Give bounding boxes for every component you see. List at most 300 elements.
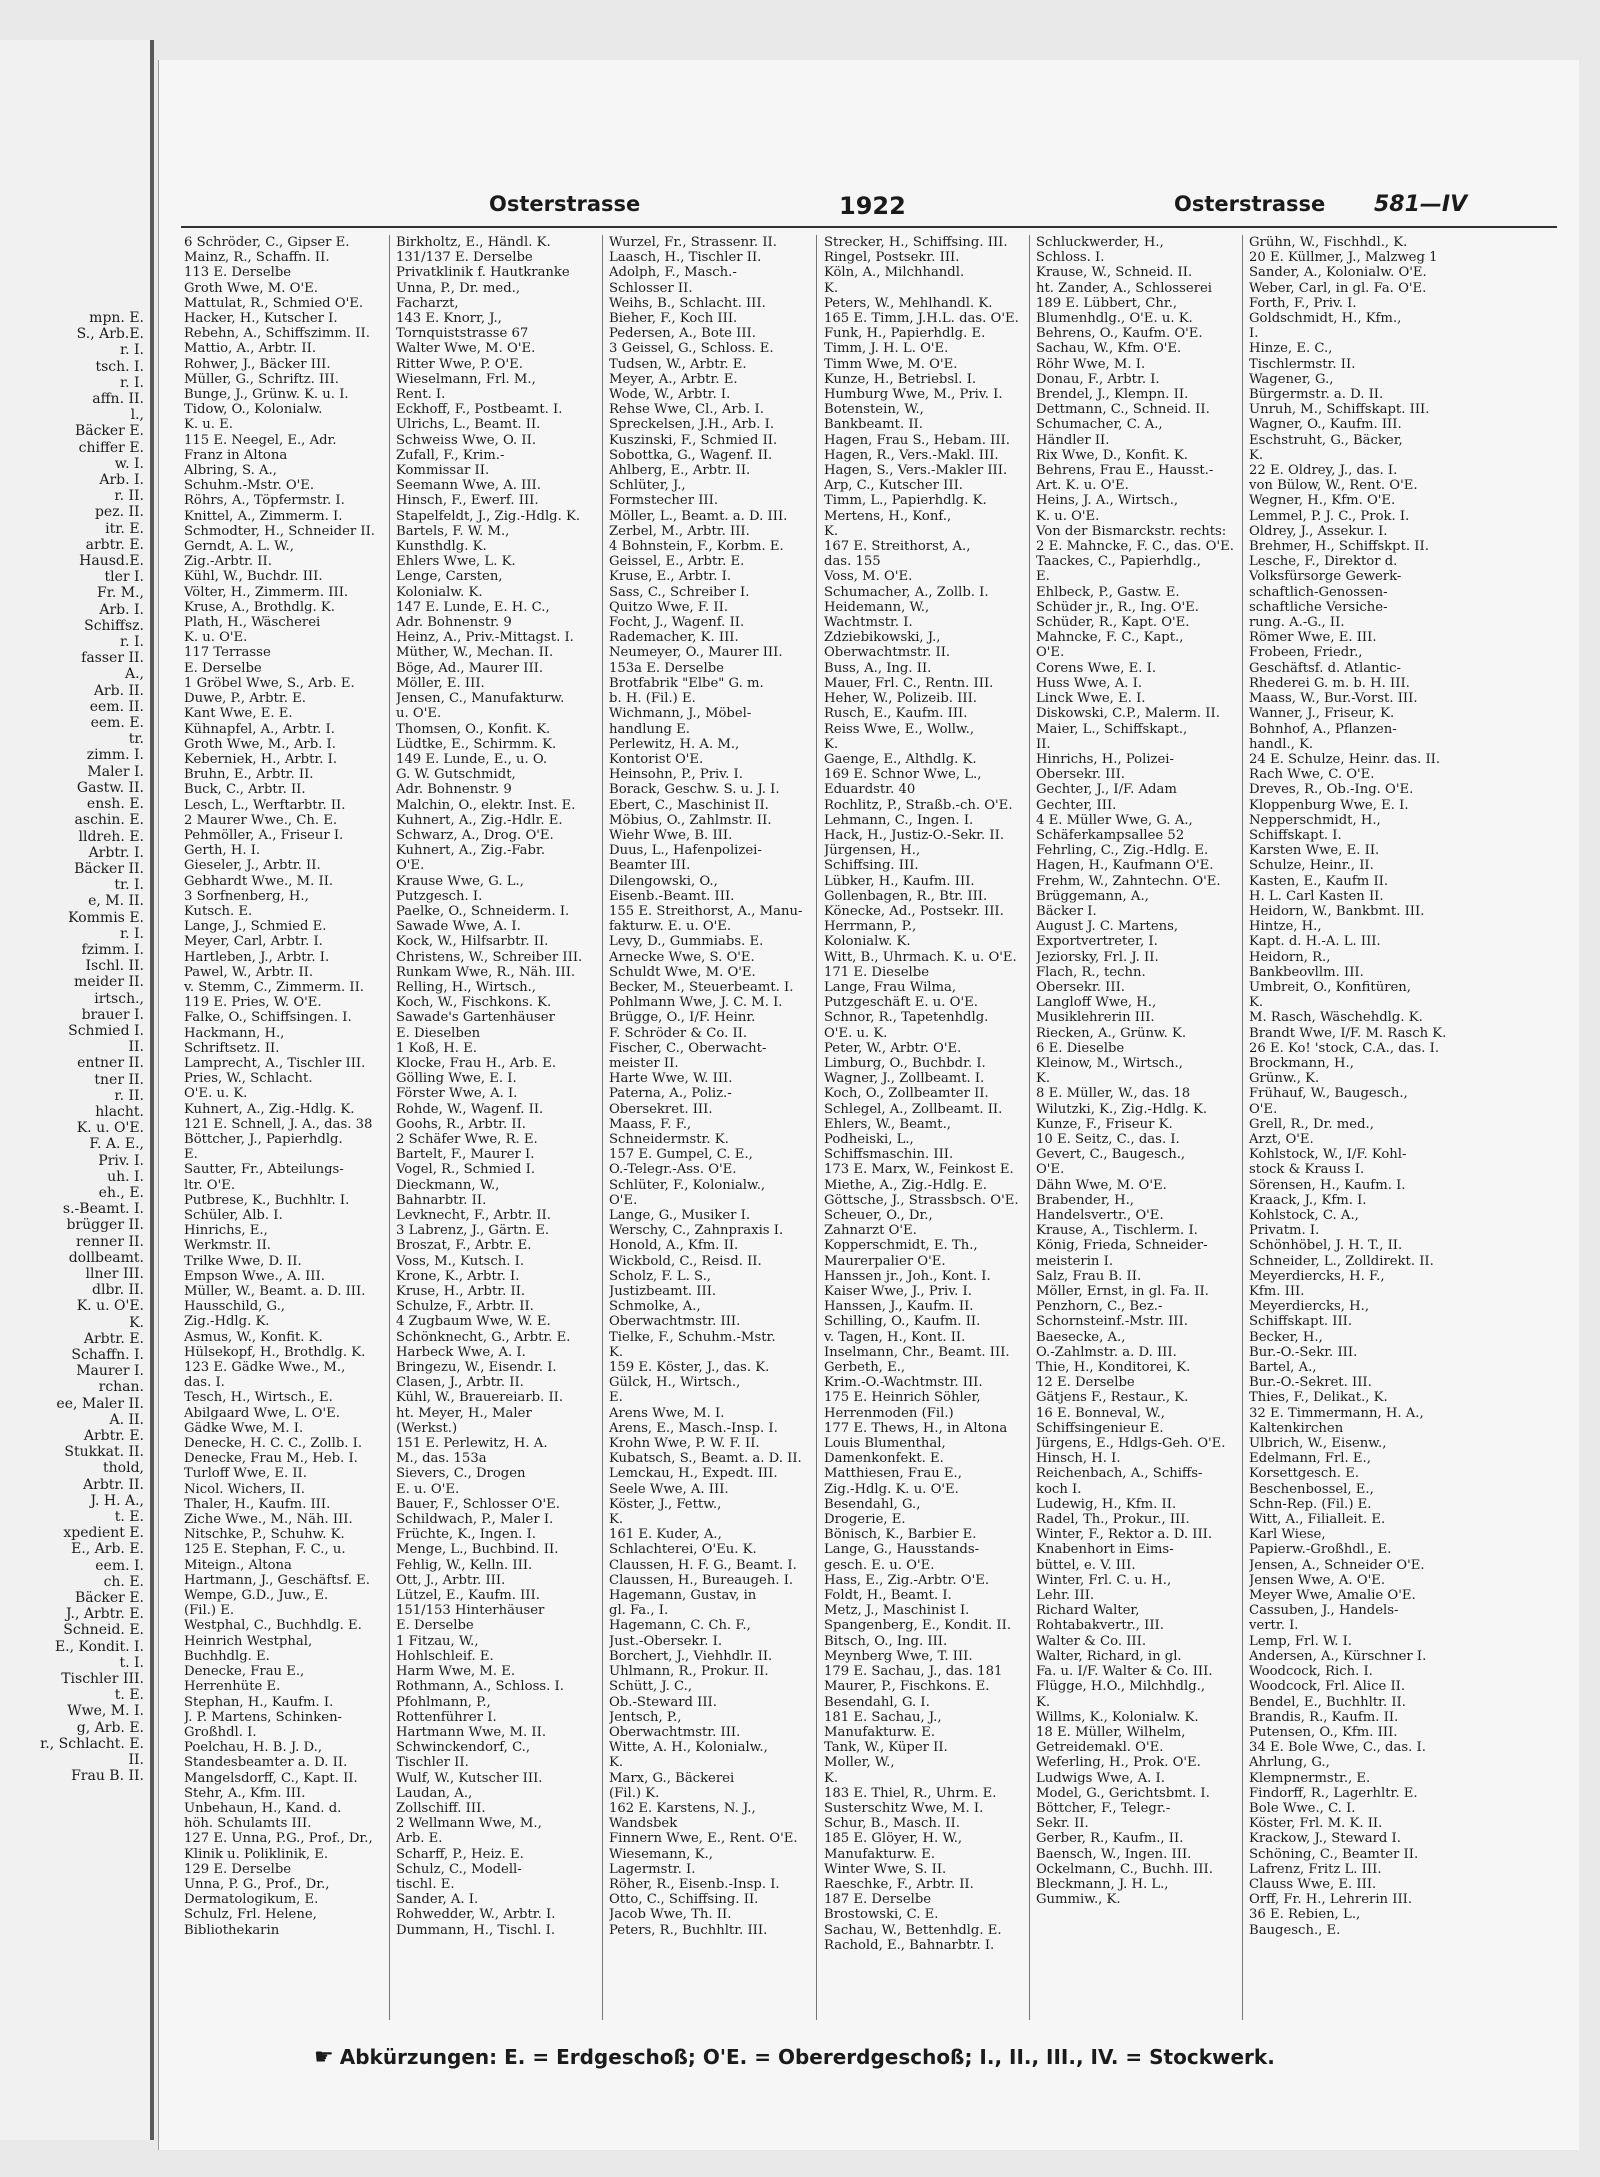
directory-entry: Tesch, H., Wirtsch., E. [184, 1390, 333, 1406]
directory-entry: Weber, Carl, in gl. Fa. O'E. [1249, 280, 1427, 296]
directory-entry: Dummann, H., Tischl. I. [396, 1922, 556, 1938]
directory-entry: Langloff Wwe, H., [1036, 995, 1157, 1011]
directory-entry: Weferling, H., Prok. O'E. [1036, 1755, 1201, 1771]
directory-entry: Goldschmidt, H., Kfm., [1249, 311, 1402, 327]
directory-entry: Hartmann Wwe, M. II. [396, 1724, 547, 1740]
left-page-fragment: ensh. E. [86, 796, 144, 813]
street-header-right: Osterstrasse [1174, 192, 1326, 216]
directory-entry: Mattulat, R., Schmied O'E. [184, 295, 364, 311]
directory-entry: Rothmann, A., Schloss. I. [396, 1679, 564, 1695]
directory-entry: Gevert, C., Baugesch., [1036, 1147, 1186, 1163]
directory-entry: Köster, J., Fettw., [609, 1496, 722, 1512]
directory-entry: Denecke, Frau E., [184, 1664, 305, 1680]
directory-entry: Nepperschmidt, H., [1249, 812, 1381, 828]
directory-entry: Becker, H., [1249, 1329, 1323, 1345]
directory-entry: Foldt, H., Beamt. I. [824, 1588, 952, 1604]
directory-entry: Schn-Rep. (Fil.) E. [1249, 1496, 1372, 1512]
directory-entry: I. [1249, 326, 1259, 342]
directory-entry: Harm Wwe, M. E. [396, 1664, 516, 1680]
directory-entry: Turloff Wwe, E. II. [184, 1466, 307, 1482]
directory-entry: Köster, Frl. M. K. II. [1249, 1816, 1383, 1832]
abbreviations-footer [314, 2045, 1554, 2070]
directory-entry: O'E. u. K. [824, 1025, 888, 1041]
column-2 [396, 235, 596, 1938]
directory-entry: Pfohlmann, P., [396, 1694, 491, 1710]
directory-entry: Hartleben, J., Arbtr. I. [184, 949, 330, 965]
directory-entry: Baesecke, A., [1036, 1329, 1126, 1345]
directory-entry: Hagemann, Gustav, in [609, 1588, 757, 1604]
directory-entry: Woodcock, Rich. I. [1249, 1664, 1373, 1680]
directory-entry: Hanssen jr., Joh., Kont. I. [824, 1268, 991, 1284]
directory-entry: Stapelfeldt, J., Zig.-Hdlg. K. [396, 508, 581, 524]
directory-entry: Oberwachtmstr. III. [609, 1314, 741, 1330]
directory-entry: E. [1036, 569, 1050, 585]
directory-entry: Willms, K., Kolonialw. K. [1036, 1709, 1199, 1725]
directory-entry: Kruse, H., Arbtr. II. [396, 1284, 526, 1300]
directory-entry: Lange, G., Hausstands- [824, 1542, 980, 1558]
directory-entry: meister II. [609, 1055, 679, 1071]
directory-entry: Tornquiststrasse 67 [396, 326, 529, 342]
directory-entry: H. L. Carl Kasten II. [1249, 888, 1384, 904]
directory-entry: Maass, W., Bur.-Vorst. III. [1249, 691, 1418, 707]
column-divider [1029, 235, 1030, 2020]
directory-entry: Wagener, G., [1249, 371, 1334, 387]
directory-entry: Uhlmann, R., Prokur. II. [609, 1664, 769, 1680]
left-page-fragment: Bäcker II. [74, 860, 144, 877]
directory-entry: Früchte, K., Ingen. I. [396, 1527, 536, 1543]
directory-entry: Pehmöller, A., Friseur I. [184, 827, 344, 843]
directory-entry: Pawel, W., Arbtr. II. [184, 964, 314, 980]
directory-entry: Sander, A. I. [396, 1892, 479, 1908]
directory-entry: 16 E. Bonneval, W., [1036, 1405, 1165, 1421]
directory-entry: Witt, B., Uhrmach. K. u. O'E. [824, 949, 1017, 965]
directory-entry: Woodcock, Frl. Alice II. [1249, 1679, 1406, 1695]
directory-entry: Kubatsch, S., Beamt. a. D. II. [609, 1451, 802, 1467]
directory-entry: Hülsekopf, H., Brothdlg. K. [184, 1344, 366, 1360]
left-page-fragment: Arb. I. [99, 601, 144, 618]
directory-entry: Stephan, H., Kaufm. I. [184, 1694, 334, 1710]
directory-entry: 22 E. Oldrey, J., das. I. [1249, 463, 1398, 479]
directory-entry: Schriftsetz. II. [184, 1040, 280, 1056]
directory-entry: 183 E. Thiel, R., Uhrm. E. [824, 1785, 997, 1801]
directory-entry: Lange, Frau Wilma, [824, 979, 957, 995]
directory-entry: Broszat, F., Arbtr. E. [396, 1238, 532, 1254]
directory-entry: Stehr, A., Kfm. III. [184, 1785, 306, 1801]
left-page-fragment: A. II. [109, 1411, 144, 1428]
directory-entry: Maass, F. F., [609, 1116, 692, 1132]
directory-entry: E. Derselbe [184, 660, 262, 676]
directory-entry: Lagermstr. I. [609, 1861, 696, 1877]
directory-entry: Dilengowski, O., [609, 873, 718, 889]
directory-entry: Maurerpalier O'E. [824, 1253, 946, 1269]
directory-entry: Christens, W., Schreiber III. [396, 949, 583, 965]
directory-entry: Adolph, F., Masch.- [609, 265, 737, 281]
directory-entry: 187 E. Derselbe [824, 1892, 932, 1908]
directory-entry: 151 E. Perlewitz, H. A. [396, 1436, 548, 1452]
directory-entry: Kraack, J., Kfm. I. [1249, 1192, 1367, 1208]
directory-entry: 153a E. Derselbe [609, 660, 724, 676]
directory-entry: Brügge, O., I/F. Heinr. [609, 1010, 756, 1026]
left-page-fragment: Wwe, M. I. [67, 1703, 144, 1720]
directory-entry: Clasen, J., Arbtr. II. [396, 1375, 524, 1391]
directory-entry: Otto, C., Schiffsing. II. [609, 1892, 759, 1908]
directory-entry: v. Tagen, H., Kont. II. [824, 1329, 966, 1345]
directory-entry: Meyerdiercks, H. F., [1249, 1268, 1385, 1284]
directory-entry: Buss, A., Ing. II. [824, 660, 932, 676]
directory-entry: Rent. I. [396, 387, 446, 403]
directory-entry: (Fil.) E. [184, 1603, 235, 1619]
directory-entry: Klocke, Frau H., Arb. E. [396, 1055, 557, 1071]
left-page-fragment: Arbtr. II. [83, 1476, 144, 1493]
directory-entry: Groth Wwe, M. O'E. [184, 280, 318, 296]
directory-entry: Hackmann, H., [184, 1025, 285, 1041]
directory-entry: 171 E. Dieselbe [824, 964, 930, 980]
directory-entry: Facharzt, [396, 295, 459, 311]
directory-entry: Tielke, F., Schuhm.-Mstr. [609, 1329, 776, 1345]
directory-entry: Abilgaard Wwe, L. O'E. [184, 1405, 340, 1421]
directory-entry: Dieckmann, W., [396, 1177, 500, 1193]
directory-entry: F. Schröder & Co. II. [609, 1025, 748, 1041]
directory-entry: Wurzel, Fr., Strassenr. II. [609, 235, 777, 250]
directory-entry: Herrenmoden (Fil.) [824, 1405, 954, 1421]
directory-entry: Timm Wwe, M. O'E. [824, 356, 958, 372]
directory-entry: K. [1249, 447, 1264, 463]
directory-entry: Justizbeamt. III. [609, 1284, 717, 1300]
directory-entry: Geschäftsf. d. Atlantic- [1249, 660, 1401, 676]
directory-entry: Limburg, O., Buchbdr. I. [824, 1055, 986, 1071]
directory-entry: Bur.-O.-Sekr. III. [1249, 1344, 1358, 1360]
directory-entry: Richard Walter, [1036, 1603, 1140, 1619]
directory-entry: Blumenhdlg., O'E. u. K. [1036, 311, 1193, 327]
directory-entry: 20 E. Küllmer, J., Malzweg 1 [1249, 250, 1438, 266]
directory-entry: Honold, A., Kfm. II. [609, 1238, 739, 1254]
directory-entry: Timm, L., Papierhdlg. K. [824, 493, 987, 509]
directory-entry: Corens Wwe, E. I. [1036, 660, 1157, 676]
directory-entry: Art. K. u. O'E. [1036, 478, 1129, 494]
directory-entry: 151/153 Hinterhäuser [396, 1603, 545, 1619]
left-page-fragment: s.-Beamt. I. [62, 1201, 144, 1218]
directory-entry: Orff, Fr. H., Lehrerin III. [1249, 1892, 1413, 1908]
directory-entry: 2 Maurer Wwe., Ch. E. [184, 812, 338, 828]
directory-entry: Eduardstr. 40 [824, 782, 916, 798]
directory-entry: Rhederei G. m. b. H. III. [1249, 675, 1410, 691]
directory-entry: Krim.-O.-Wachtmstr. III. [824, 1375, 983, 1391]
directory-entry: Walter, Richard, in gl. [1036, 1648, 1182, 1664]
directory-entry: Händler II. [1036, 432, 1110, 448]
directory-entry: Gerth, H. I. [184, 843, 261, 859]
directory-entry: 10 E. Seitz, C., das. I. [1036, 1131, 1180, 1147]
directory-entry: Schöning, C., Beamter II. [1249, 1846, 1419, 1862]
directory-entry: Spreckelsen, J.H., Arb. I. [609, 417, 775, 433]
directory-entry: Beschenbossel, E., [1249, 1481, 1374, 1497]
directory-entry: 149 E. Lunde, E., u. O. [396, 751, 548, 767]
directory-entry: Schönknecht, G., Arbtr. E. [396, 1329, 571, 1345]
directory-entry: Lehr. III. [1036, 1588, 1095, 1604]
column-3 [609, 235, 809, 1938]
left-page-fragment: r. I. [119, 925, 144, 942]
directory-entry: fakturw. E. u. O'E. [609, 919, 732, 935]
directory-entry: Gätjens F., Restaur., K. [1036, 1390, 1189, 1406]
left-page-fragment: Tischler III. [61, 1671, 144, 1688]
directory-entry: Heidorn, R., [1249, 949, 1331, 965]
directory-entry: Sobottka, G., Wagenf. II. [609, 447, 773, 463]
directory-entry: tischl. E. [396, 1876, 455, 1892]
directory-entry: 115 E. Neegel, E., Adr. [184, 432, 337, 448]
directory-entry: Formstecher III. [609, 493, 719, 509]
directory-entry: 125 E. Stephan, F. C., u. [184, 1542, 346, 1558]
directory-entry: Hartmann, J., Geschäftsf. E. [184, 1572, 370, 1588]
directory-entry: Göttsche, J., Strassbsch. O'E. [824, 1192, 1019, 1208]
directory-entry: Schlachterei, O'Eu. K. [609, 1542, 757, 1558]
left-page-fragment: A., [124, 666, 144, 683]
directory-entry: Kruse, E., Arbtr. I. [609, 569, 732, 585]
directory-entry: Schulze, F., Arbtr. II. [396, 1299, 534, 1315]
directory-entry: Trilke Wwe, D. II. [184, 1253, 302, 1269]
directory-entry: Taackes, C., Papierhdlg., [1036, 554, 1201, 570]
directory-entry: das. I. [184, 1375, 225, 1391]
left-page-fragment: Arb. I. [99, 472, 144, 489]
directory-entry: Schiffskapt. I. [1249, 827, 1342, 843]
directory-entry: Rach Wwe, C. O'E. [1249, 767, 1375, 783]
directory-entry: Cassuben, J., Handels- [1249, 1603, 1399, 1619]
directory-entry: Rachold, E., Bahnarbtr. I. [824, 1937, 995, 1953]
directory-entry: 161 E. Kuder, A., [609, 1527, 722, 1543]
directory-entry: Kunze, H., Betriebsl. I. [824, 371, 977, 387]
directory-entry: Kommissar II. [396, 463, 490, 479]
left-page-fragment: fzimm. I. [81, 941, 144, 958]
directory-entry: Brotfabrik "Elbe" G. m. [609, 675, 764, 691]
directory-entry: Birkholtz, E., Händl. K. [396, 235, 551, 250]
directory-entry: Umbreit, O., Konfitüren, [1249, 979, 1411, 995]
directory-entry: Sörensen, H., Kaufm. I. [1249, 1177, 1406, 1193]
column-1 [184, 235, 384, 1938]
directory-entry: Empson Wwe., A. III. [184, 1268, 325, 1284]
directory-entry: 36 E. Rebien, L., [1249, 1907, 1361, 1923]
directory-entry: Privatklinik f. Hautkranke [396, 265, 570, 281]
left-page-fragment: chiffer E. [78, 439, 144, 456]
left-page-fragment: renner II. [76, 1233, 144, 1250]
directory-entry: Paterna, A., Poliz.- [609, 1086, 732, 1102]
directory-entry: Bartels, F. W. M., [396, 523, 510, 539]
left-page-fragment: t. E. [114, 1509, 144, 1526]
directory-entry: Buchhdlg. E. [184, 1648, 270, 1664]
directory-entry: Pohlmann Wwe, J. C. M. I. [609, 995, 783, 1011]
directory-entry: Strecker, H., Schiffsing. III. [824, 235, 1008, 250]
directory-entry: Schulz, C., Modell- [396, 1861, 522, 1877]
directory-entry: Mangelsdorff, C., Kapt. II. [184, 1770, 358, 1786]
directory-entry: Lesche, F., Direktor d. [1249, 554, 1398, 570]
left-page-fragment: Arbtr. E. [83, 1428, 144, 1445]
directory-entry: Kapt. d. H.-A. L. III. [1249, 934, 1381, 950]
directory-entry: Hagen, H., Kaufmann O'E. [1036, 858, 1214, 874]
directory-entry: Finnern Wwe, E., Rent. O'E. [609, 1831, 798, 1847]
left-page-fragment: II. [128, 1752, 144, 1769]
left-page-fragment: entner II. [77, 1055, 144, 1072]
directory-entry: 175 E. Heinrich Söhler, [824, 1390, 981, 1406]
directory-entry: Gölling Wwe, E. I. [396, 1071, 517, 1087]
page-number: 581—IV [1374, 192, 1468, 217]
directory-entry: Rohwer, J., Bäcker III. [184, 356, 331, 372]
directory-entry: Walter & Co. III. [1036, 1633, 1147, 1649]
left-page-fragment: affn. II. [92, 391, 144, 408]
directory-entry: Putzgeschäft E. u. O'E. [824, 995, 978, 1011]
directory-entry: Schwarz, A., Drog. O'E. [396, 827, 554, 843]
directory-entry: Exportvertreter, I. [1036, 934, 1158, 950]
directory-entry: Kloppenburg Wwe, E. I. [1249, 797, 1409, 813]
directory-entry: Ockelmann, C., Buchh. III. [1036, 1861, 1213, 1877]
directory-entry: Radel, Th., Prokur., III. [1036, 1512, 1190, 1528]
directory-entry: Gieseler, J., Arbtr. II. [184, 858, 321, 874]
directory-entry: Kolonialw. K. [824, 934, 911, 950]
directory-entry: Römer Wwe, E. III. [1249, 630, 1377, 646]
directory-entry: Meynberg Wwe, T. III. [824, 1648, 973, 1664]
directory-entry: Bankbeamt. II. [824, 417, 923, 433]
left-page-fragment: Arbtr. I. [88, 844, 144, 861]
directory-entry: Hinsch, F., Ewerf. III. [396, 493, 539, 509]
left-page-fragment: r. I. [119, 374, 144, 391]
directory-entry: Schmodter, H., Schneider II. [184, 523, 375, 539]
directory-entry: Unbehaun, H., Kand. d. [184, 1800, 342, 1816]
directory-entry: Peters, R., Buchhltr. III. [609, 1922, 768, 1938]
left-page-fragment: r. II. [114, 488, 144, 505]
directory-entry: Wempe, G.D., Juw., E. [184, 1588, 329, 1604]
directory-entry: rung. A.-G., II. [1249, 615, 1345, 631]
directory-entry: Eckhoff, F., Postbeamt. I. [396, 402, 563, 418]
directory-entry: Heidorn, W., Bankbmt. III. [1249, 903, 1425, 919]
directory-entry: Fehrling, C., Zig.-Hdlg. E. [1036, 843, 1209, 859]
directory-entry: Brandis, R., Kaufm. II. [1249, 1709, 1399, 1725]
directory-entry: Jürgensen, H., [824, 843, 921, 859]
directory-entry: Tudsen, W., Arbtr. E. [609, 356, 747, 372]
directory-entry: Kühl, W., Brauereiarb. II. [396, 1390, 564, 1406]
directory-entry: Förster Wwe, A. I. [396, 1086, 518, 1102]
directory-entry: stock & Krauss I. [1249, 1162, 1365, 1178]
directory-entry: Rix Wwe, D., Konfit. K. [1036, 447, 1188, 463]
left-page-fragment: Bäcker E. [74, 1590, 144, 1607]
left-page-fragment: meider II. [74, 974, 144, 991]
directory-entry: ltr. O'E. [184, 1177, 236, 1193]
directory-entry: Reiss Wwe, E., Wollw., [824, 721, 975, 737]
directory-entry: gesch. E. u. O'E. [824, 1557, 935, 1573]
directory-entry: Hausschild, G., [184, 1299, 285, 1315]
directory-entry: handl., K. [1249, 736, 1314, 752]
directory-entry: Rohtabakvertr., III. [1036, 1618, 1164, 1634]
directory-entry: Kühnapfel, A., Arbtr. I. [184, 721, 335, 737]
directory-entry: 6 Schröder, C., Gipser E. [184, 235, 350, 250]
directory-entry: Huss Wwe, A. I. [1036, 675, 1143, 691]
left-page-fragment: arbtr. E. [85, 536, 144, 553]
directory-entry: Kohlstock, W., I/F. Kohl- [1249, 1147, 1407, 1163]
directory-entry: O.-Telegr.-Ass. O'E. [609, 1162, 737, 1178]
directory-entry: Herrmann, P., [824, 919, 917, 935]
directory-entry: II. [1036, 736, 1051, 752]
left-page-fragment: II. [128, 1039, 144, 1056]
directory-entry: 185 E. Glöyer, H. W., [824, 1831, 963, 1847]
directory-entry: Denecke, H. C. C., Zollb. I. [184, 1436, 363, 1452]
directory-entry: Röhrs, A., Töpfermstr. I. [184, 493, 345, 509]
directory-entry: Ulbrich, W., Eisenw., [1249, 1436, 1387, 1452]
directory-entry: Schönhöbel, J. H. T., II. [1249, 1238, 1403, 1254]
directory-entry: Behrens, Frau E., Hausst.- [1036, 463, 1214, 479]
left-page-fragment: Frau B. II. [71, 1768, 144, 1785]
directory-entry: Schumacher, A., Zollb. I. [824, 584, 989, 600]
directory-entry: Focht, J., Wagenf. II. [609, 615, 745, 631]
directory-entry: König, Frieda, Schneider- [1036, 1238, 1208, 1254]
directory-entry: Schluckwerder, H., [1036, 235, 1164, 250]
directory-entry: Kohlstock, C. A., [1249, 1208, 1359, 1223]
directory-entry: Obersekr. III. [1036, 767, 1125, 783]
directory-entry: Bringezu, W., Eisendr. I. [396, 1360, 557, 1376]
directory-entry: Wilutzki, K., Zig.-Hdlg. K. [1036, 1101, 1208, 1117]
directory-entry: Miethe, A., Zig.-Hdlg. E. [824, 1177, 987, 1193]
directory-entry: Herrenhüte E. [184, 1679, 281, 1695]
directory-entry: Matthiesen, Frau E., [824, 1466, 962, 1482]
directory-entry: Riecken, A., Grünw. K. [1036, 1025, 1187, 1041]
directory-entry: Schulze, Heinr., II. [1249, 858, 1374, 874]
directory-entry: Meyer, A., Arbtr. E. [609, 371, 738, 387]
directory-entry: Spangenberg, E., Kondit. II. [824, 1618, 1012, 1634]
directory-entry: 167 E. Streithorst, A., [824, 539, 971, 555]
directory-entry: 1 Fitzau, W., [396, 1633, 479, 1649]
directory-entry: Hinrichs, H., Polizei- [1036, 751, 1174, 767]
directory-entry: 165 E. Timm, J.H.L. das. O'E. [824, 311, 1019, 327]
directory-entry: Albring, S. A., [184, 463, 277, 479]
directory-entry: Schloss. I. [1036, 250, 1105, 266]
directory-entry: Lenge, Carsten, [396, 569, 503, 585]
directory-entry: Unna, P. G., Prof., Dr., [184, 1876, 330, 1892]
directory-entry: Heinz, A., Priv.-Mittagst. I. [396, 630, 574, 646]
directory-entry: Arnecke Wwe, S. O'E. [609, 949, 755, 965]
directory-entry: Kaltenkirchen [1249, 1420, 1344, 1436]
directory-entry: Ludwigs Wwe, A. I. [1036, 1770, 1165, 1786]
directory-entry: Metz, J., Maschinist I. [824, 1603, 970, 1619]
directory-entry: Müller, W., Beamt. a. D. III. [184, 1284, 366, 1300]
left-page-fragment: eem. E. [90, 715, 144, 732]
directory-entry: Wanner, J., Friseur, K. [1249, 706, 1395, 722]
left-page-fragment: r. I. [119, 342, 144, 359]
directory-entry: Wachtmstr. I. [824, 615, 913, 631]
directory-entry: Brabender, H., [1036, 1192, 1134, 1208]
left-page-fragment: rchan. [98, 1379, 144, 1396]
directory-entry: 155 E. Streithorst, A., Manu- [609, 903, 803, 919]
left-page-fragment: F. A. E., [89, 1136, 144, 1153]
directory-entry: Karsten Wwe, E. II. [1249, 843, 1380, 859]
directory-entry: Ott, J., Arbtr. III. [396, 1572, 506, 1588]
directory-entry: Röhr Wwe, M. I. [1036, 356, 1146, 372]
directory-entry: Hack, H., Justiz-O.-Sekr. II. [824, 827, 1005, 843]
left-page-fragment: Arb. II. [93, 682, 144, 699]
directory-entry: Kaiser Wwe, J., Priv. I. [824, 1284, 972, 1300]
directory-entry: K. [1036, 1071, 1051, 1087]
directory-entry: Bitsch, O., Ing. III. [824, 1633, 948, 1649]
directory-entry: 113 E. Derselbe [184, 265, 292, 281]
directory-entry: Harte Wwe, W. III. [609, 1071, 733, 1087]
directory-entry: Zig.-Hdlg. K. u. O'E. [824, 1481, 959, 1497]
directory-entry: Sachau, W., Bettenhdlg. E. [824, 1922, 1002, 1938]
directory-entry: Schiffsing. III. [824, 858, 919, 874]
directory-entry: Krone, K., Arbtr. I. [396, 1268, 520, 1284]
directory-entry: Sekr. II. [1036, 1816, 1089, 1832]
directory-entry: Scheuer, O., Dr., [824, 1208, 933, 1223]
directory-entry: (Fil.) K. [609, 1785, 660, 1801]
left-page-fragment: hlacht. [95, 1103, 144, 1120]
directory-entry: Schnor, R., Tapetenhdlg. [824, 1010, 989, 1026]
left-page-fragment: t. I. [119, 1654, 144, 1671]
directory-entry: Drogerie, E. [824, 1512, 906, 1528]
directory-entry: Zufall, F., Krim.- [396, 447, 505, 463]
directory-entry: gl. Fa., I. [609, 1603, 669, 1619]
directory-page [158, 60, 1579, 2150]
